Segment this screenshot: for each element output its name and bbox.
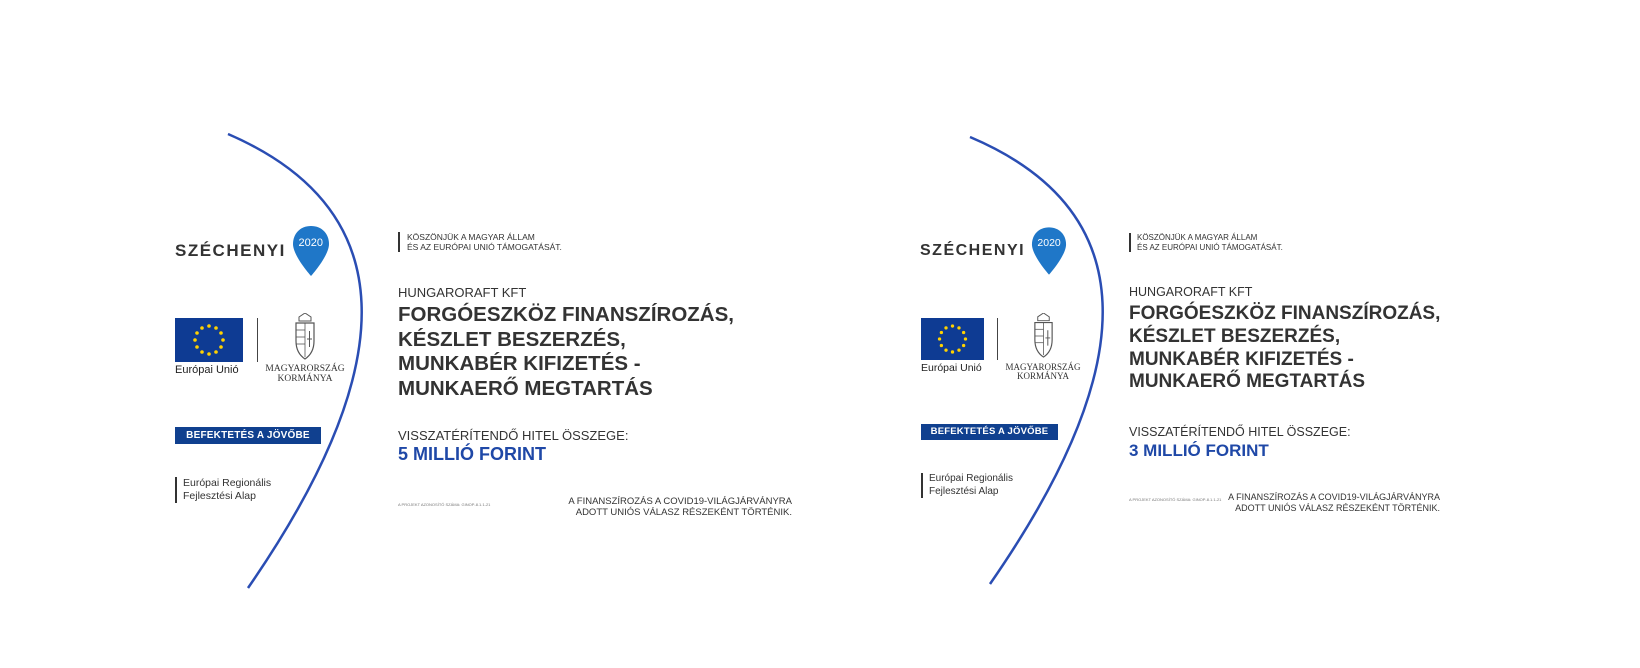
- government-label-line1: MAGYARORSZÁG: [1005, 362, 1081, 372]
- investment-badge: BEFEKTETÉS A JÖVŐBE: [921, 424, 1058, 440]
- project-title: [1129, 303, 1440, 394]
- project-title-line2: KÉSZLET BESZERZÉS,: [398, 327, 626, 351]
- szechenyi-2020-logo: [920, 226, 1067, 276]
- loan-amount-value: 3 MILLIÓ FORINT: [1129, 441, 1269, 460]
- thanks-note: [398, 232, 562, 252]
- project-title-line2: KÉSZLET BESZERZÉS,: [1129, 325, 1341, 347]
- project-title-line1: FORGÓESZKÖZ FINANSZÍROZÁS,: [398, 303, 734, 326]
- eu-label: Európai Unió: [175, 364, 239, 376]
- project-title-line4: MUNKAERŐ MEGTARTÁS: [1129, 371, 1366, 393]
- brand-name: SZÉCHENYI: [920, 242, 1026, 259]
- brand-year: 2020: [1037, 237, 1061, 249]
- covid-note: [472, 496, 792, 519]
- project-title-line4: MUNKAERŐ MEGTARTÁS: [398, 376, 653, 400]
- government-label: [1000, 363, 1086, 382]
- map-pin-icon: [1031, 226, 1067, 276]
- grant-board-2: [900, 0, 1540, 600]
- eu-flag-icon: [921, 318, 984, 360]
- investment-badge: BEFEKTETÉS A JÖVŐBE: [175, 427, 321, 444]
- hungarian-crest-icon: [290, 313, 320, 361]
- government-label: [260, 365, 350, 385]
- project-id: A PROJEKT AZONOSÍTÓ SZÁMA: GINOP-8.1.1-21: [398, 502, 491, 507]
- government-label-line2: KORMÁNYA: [277, 373, 333, 384]
- thanks-line2: ÉS AZ EURÓPAI UNIÓ TÁMOGATÁSÁT.: [1137, 242, 1283, 252]
- map-pin-icon: [292, 225, 330, 277]
- thanks-line1: KÖSZÖNJÜK A MAGYAR ÁLLAM: [407, 232, 535, 242]
- covid-note-line1: A FINANSZÍROZÁS A COVID19-VILÁGJÁRVÁNYRA: [568, 496, 792, 507]
- logo-divider: [997, 318, 998, 360]
- thanks-note: [1129, 233, 1283, 252]
- project-title-line3: MUNKABÉR KIFIZETÉS -: [398, 352, 641, 376]
- project-title: [398, 303, 734, 401]
- project-title-line3: MUNKABÉR KIFIZETÉS -: [1129, 348, 1354, 370]
- loan-amount-value: 5 MILLIÓ FORINT: [398, 444, 546, 464]
- covid-note-line1: A FINANSZÍROZÁS A COVID19-VILÁGJÁRVÁNYRA: [1228, 492, 1440, 502]
- beneficiary-name: HUNGARORAFT KFT: [1129, 285, 1253, 299]
- eu-label: Európai Unió: [921, 362, 982, 374]
- project-id: A PROJEKT AZONOSÍTÓ SZÁMA: GINOP-8.1.1-21: [1129, 497, 1222, 502]
- loan-amount-label: VISSZATÉRÍTENDŐ HITEL ÖSSZEGE:: [1129, 425, 1351, 439]
- government-label-line1: MAGYARORSZÁG: [265, 364, 345, 374]
- szechenyi-2020-logo: [175, 225, 330, 277]
- brand-name: SZÉCHENYI: [175, 241, 286, 260]
- loan-amount-label: VISSZATÉRÍTENDŐ HITEL ÖSSZEGE:: [398, 428, 629, 443]
- covid-note-line2: ADOTT UNIÓS VÁLASZ RÉSZEKÉNT TÖRTÉNIK.: [575, 507, 792, 519]
- thanks-line2: ÉS AZ EURÓPAI UNIÓ TÁMOGATÁSÁT.: [407, 242, 562, 253]
- fund-label-line1: Európai Regionális: [929, 473, 1013, 484]
- covid-note-line2: ADOTT UNIÓS VÁLASZ RÉSZEKÉNT TÖRTÉNIK.: [1235, 502, 1440, 513]
- beneficiary-name: HUNGARORAFT KFT: [398, 285, 527, 300]
- grant-board-1: [0, 0, 800, 600]
- logo-divider: [257, 318, 258, 362]
- hungarian-crest-icon: [1029, 313, 1058, 359]
- fund-label: [921, 473, 1013, 498]
- fund-label: [175, 477, 271, 503]
- project-title-line1: FORGÓESZKÖZ FINANSZÍROZÁS,: [1129, 303, 1441, 324]
- thanks-line1: KÖSZÖNJÜK A MAGYAR ÁLLAM: [1137, 233, 1258, 242]
- fund-label-line2: Fejlesztési Alap: [183, 490, 256, 503]
- fund-label-line2: Fejlesztési Alap: [929, 485, 999, 497]
- eu-flag-icon: [175, 318, 243, 362]
- covid-note: [1140, 492, 1440, 514]
- fund-label-line1: Európai Regionális: [183, 477, 272, 489]
- government-label-line2: KORMÁNYA: [1016, 371, 1069, 382]
- brand-year: 2020: [298, 237, 324, 249]
